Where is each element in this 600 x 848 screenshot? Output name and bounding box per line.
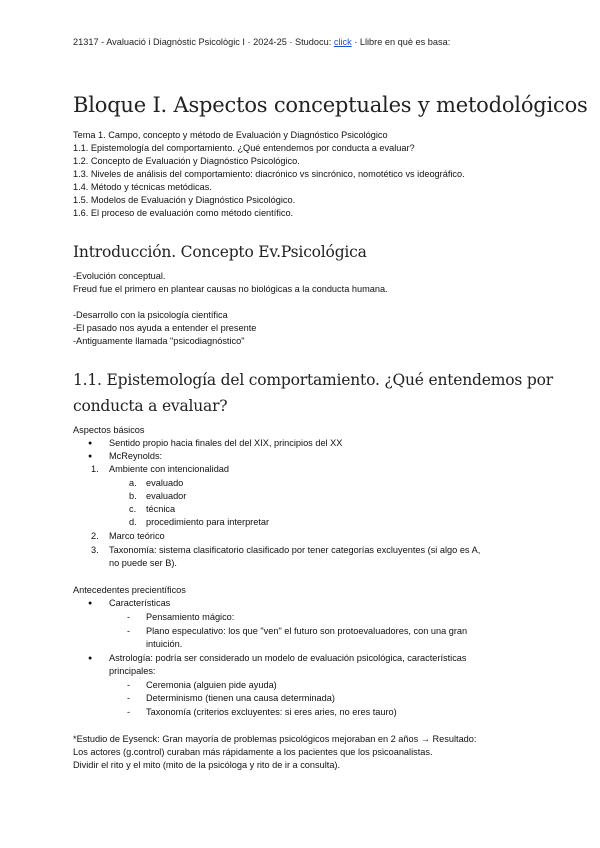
- intro-line: Freud fue el primero en plantear causas no biológicas a la conducta humana.: [73, 284, 388, 294]
- dash-marker: -: [127, 680, 131, 690]
- footnote-line: *Estudio de Eysenck: Gran mayoría de problemas psicológicos mejoraban en 2 años → Resultado:: [73, 734, 477, 744]
- footnote-line: Los actores (g.control) curaban más rápidamente a los pacientes que los psicoanalistas.: [73, 747, 433, 757]
- dash-marker: -: [127, 626, 131, 636]
- list-item: técnica: [146, 504, 176, 514]
- bullet-icon: ●: [88, 600, 93, 607]
- list-item: Pensamiento mágico:: [146, 612, 235, 622]
- intro-line: -Desarrollo con la psicología científica: [73, 310, 228, 320]
- header-suffix: · Llibre en què es basa:: [351, 37, 451, 47]
- list-item-cont: no puede ser B).: [109, 558, 177, 568]
- list-item: Determinismo (tienen una causa determinada): [146, 693, 335, 703]
- list-item: Sentido propio hacia finales del del XIX, principios del XX: [109, 438, 343, 448]
- header-line: [73, 37, 450, 47]
- section-heading: 1.1. Epistemología del comportamiento. ¿Qué entendemos por: [73, 371, 553, 389]
- header-prefix: 21317 - Avaluació i Diagnòstic Psicològic I · 2024-25 · Studocu:: [73, 37, 334, 47]
- list-item: Astrología: podría ser considerado un modelo de evaluación psicológica, características: [109, 653, 467, 663]
- dash-marker: -: [127, 707, 131, 717]
- list-item: evaluado: [146, 478, 184, 488]
- tema-item: 1.3. Niveles de análisis del comportamiento: diacrónico vs sincrónico, nomotético vs ideográfico.: [73, 169, 465, 179]
- intro-line: -Evolución conceptual.: [73, 271, 166, 281]
- letter-marker: b.: [129, 491, 137, 501]
- list-item: Características: [109, 598, 171, 608]
- dash-marker: -: [127, 612, 131, 622]
- intro-heading: Introducción. Concepto Ev.Psicológica: [73, 243, 367, 261]
- letter-marker: c.: [129, 504, 137, 514]
- bullet-icon: ●: [88, 440, 93, 447]
- dash-marker: -: [127, 693, 131, 703]
- footnote-line: Dividir el rito y el mito (mito de la psicóloga y rito de ir a consulta).: [73, 760, 341, 770]
- list-item: Taxonomía: sistema clasificatorio clasificado por tener categorías excluyentes (si algo es A,: [109, 545, 481, 555]
- tema-item: 1.2. Concepto de Evaluación y Diagnóstico Psicológico.: [73, 156, 300, 166]
- list-item-cont: intuición.: [146, 639, 183, 649]
- letter-marker: a.: [129, 478, 137, 488]
- bullet-icon: ●: [88, 453, 93, 460]
- list-item: McReynolds:: [109, 451, 163, 461]
- list-item: Marco teórico: [109, 531, 165, 541]
- list-item-cont: principales:: [109, 666, 156, 676]
- page-title: Bloque I. Aspectos conceptuales y metodológicos: [73, 93, 588, 117]
- antecedentes-label: Antecedentes precientíficos: [73, 585, 186, 595]
- list-item: Ceremonia (alguien pide ayuda): [146, 680, 277, 690]
- list-item: Ambiente con intencionalidad: [109, 464, 230, 474]
- number-marker: 1.: [91, 464, 99, 474]
- letter-marker: d.: [129, 517, 137, 527]
- list-item: Plano especulativo: los que "ven" el futuro son protoevaluadores, con una gran: [146, 626, 468, 636]
- tema-item: 1.5. Modelos de Evaluación y Diagnóstico Psicológico.: [73, 195, 296, 205]
- section-heading-cont: conducta a evaluar?: [73, 397, 228, 415]
- tema-item: 1.6. El proceso de evaluación como método científico.: [73, 208, 294, 218]
- intro-line: -Antiguamente llamada "psicodiagnóstico": [73, 336, 245, 346]
- list-item: procedimiento para interpretar: [146, 517, 270, 527]
- number-marker: 3.: [91, 545, 99, 555]
- tema-item: 1.4. Método y técnicas metódicas.: [73, 182, 212, 192]
- list-item: evaluador: [146, 491, 187, 501]
- header-link[interactable]: click: [333, 37, 352, 47]
- tema-item: 1.1. Epistemología del comportamiento. ¿Qué entendemos por conducta a evaluar?: [73, 143, 415, 153]
- tema-heading: Tema 1. Campo, concepto y método de Evaluación y Diagnóstico Psicológico: [73, 130, 388, 140]
- aspectos-label: Aspectos básicos: [73, 425, 145, 435]
- intro-line: -El pasado nos ayuda a entender el presente: [73, 323, 257, 333]
- number-marker: 2.: [91, 531, 99, 541]
- bullet-icon: ●: [88, 655, 93, 662]
- list-item: Taxonomía (criterios excluyentes: si eres aries, no eres tauro): [146, 707, 397, 717]
